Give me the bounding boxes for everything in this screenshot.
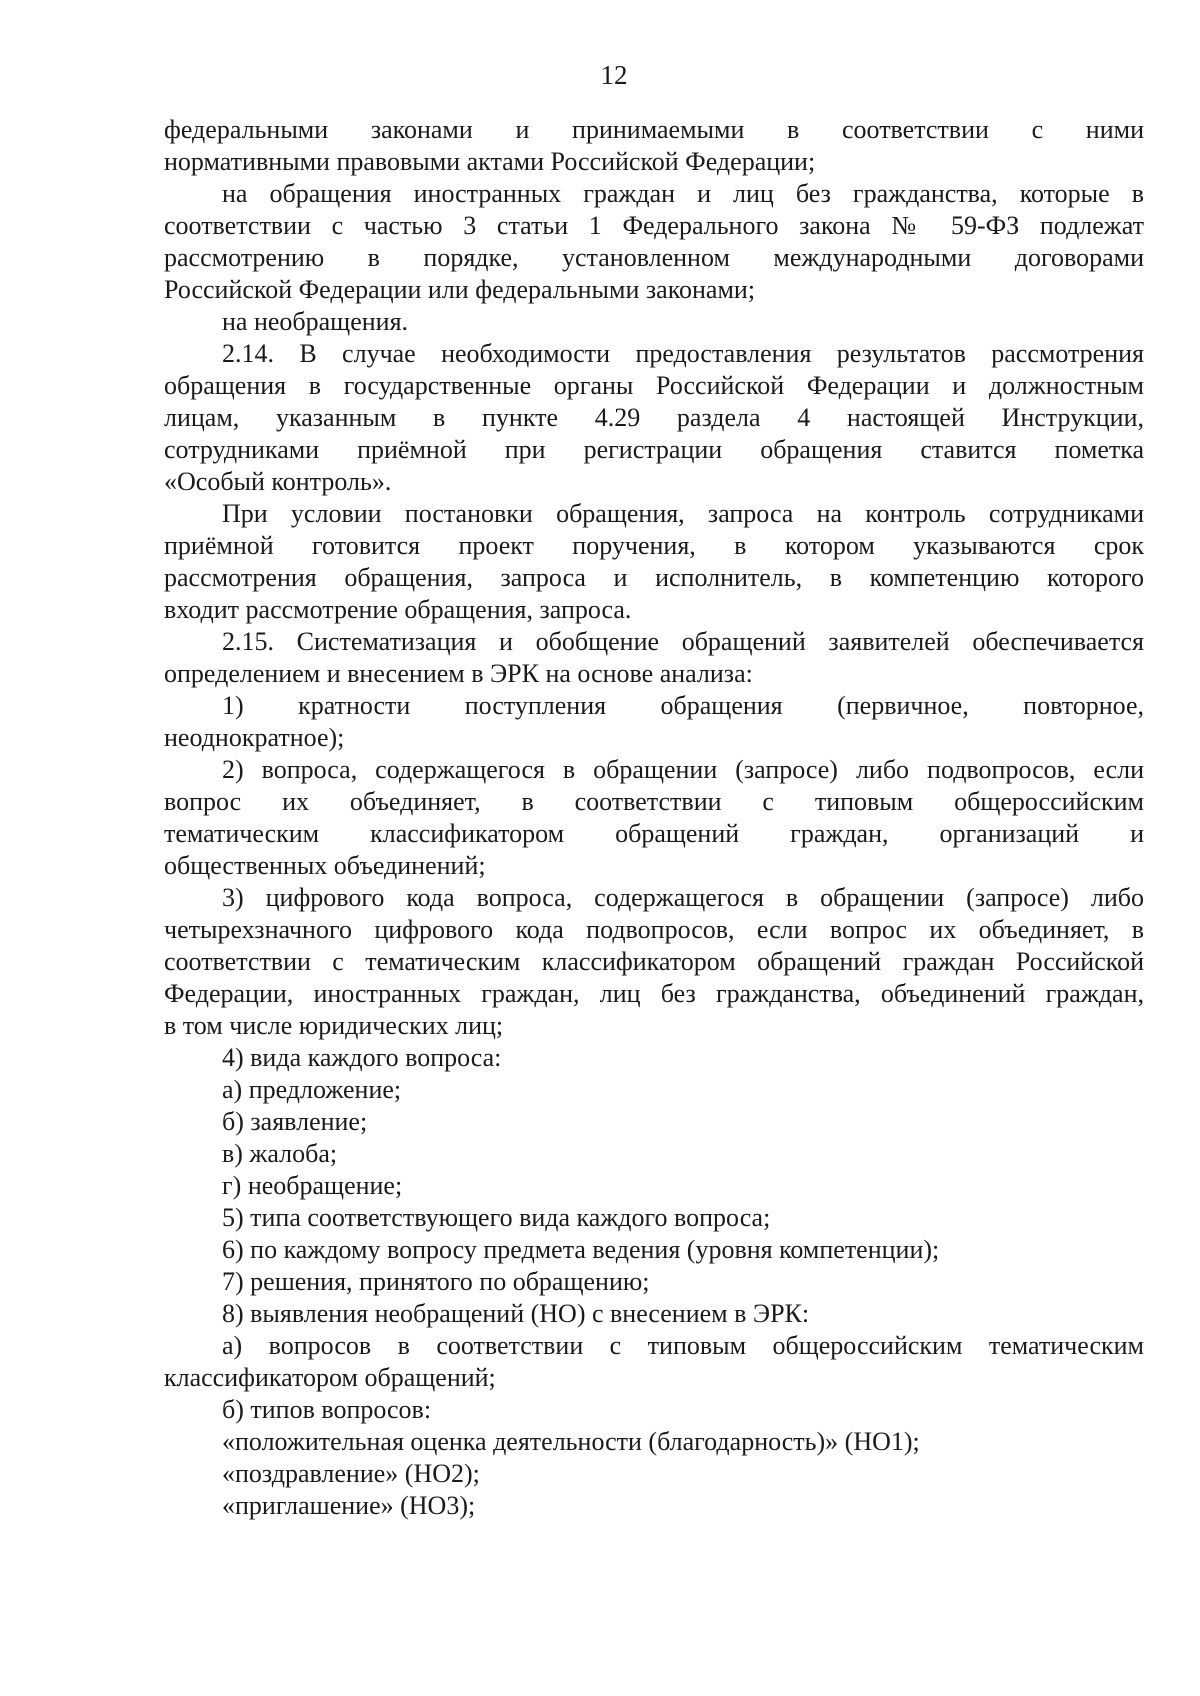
page-number: 12 bbox=[600, 60, 628, 90]
text-line: «положительная оценка деятельности (благодарность)» (НО1); bbox=[222, 1427, 920, 1456]
text-line: 4) вида каждого вопроса: bbox=[222, 1043, 502, 1072]
text-line: «приглашение» (НО3); bbox=[222, 1491, 476, 1520]
text-line: приёмной готовится проект поручения, в котором указываются срок bbox=[164, 531, 1144, 560]
text-line: Российской Федерации или федеральными законами; bbox=[164, 275, 756, 304]
text-line: рассмотрению в порядке, установленном международными договорами bbox=[164, 243, 1144, 272]
text-line: 1) кратности поступления обращения (первичное, повторное, bbox=[222, 691, 1144, 720]
text-line: 2) вопроса, содержащегося в обращении (запросе) либо подвопросов, если bbox=[222, 755, 1144, 784]
text-line: определением и внесением в ЭРК на основе анализа: bbox=[164, 659, 753, 688]
text-line: «Особый контроль». bbox=[164, 467, 392, 496]
text-line: на обращения иностранных граждан и лиц без гражданства, которые в bbox=[222, 179, 1144, 208]
text-line: Федерации, иностранных граждан, лиц без гражданства, объединений граждан, bbox=[164, 979, 1144, 1008]
text-line: 8) выявления необращений (НО) с внесением в ЭРК: bbox=[222, 1299, 810, 1328]
text-line: обращения в государственные органы Российской Федерации и должностным bbox=[164, 371, 1144, 400]
text-line: 7) решения, принятого по обращению; bbox=[222, 1267, 650, 1296]
text-line: 3) цифрового кода вопроса, содержащегося в обращении (запросе) либо bbox=[222, 883, 1144, 912]
text-line: а) вопросов в соответствии с типовым общероссийским тематическим bbox=[222, 1331, 1144, 1360]
text-line: 2.15. Систематизация и обобщение обращений заявителей обеспечивается bbox=[222, 627, 1144, 656]
text-line: 6) по каждому вопросу предмета ведения (уровня компетенции); bbox=[222, 1235, 940, 1264]
text-line: неоднократное); bbox=[164, 723, 345, 752]
text-line: 2.14. В случае необходимости предоставления результатов рассмотрения bbox=[222, 339, 1144, 368]
text-line: сотрудниками приёмной при регистрации обращения ставится пометка bbox=[164, 435, 1144, 464]
document-body bbox=[164, 114, 1144, 1522]
text-line: в) жалоба; bbox=[222, 1139, 338, 1168]
text-line: в том числе юридических лиц; bbox=[164, 1011, 504, 1040]
text-line: При условии постановки обращения, запроса на контроль сотрудниками bbox=[222, 499, 1144, 528]
text-line: нормативными правовыми актами Российской Федерации; bbox=[164, 147, 816, 176]
text-line: вопрос их объединяет, в соответствии с типовым общероссийским bbox=[164, 787, 1144, 816]
text-line: 5) типа соответствующего вида каждого вопроса; bbox=[222, 1203, 771, 1232]
text-line: четырехзначного цифрового кода подвопросов, если вопрос их объединяет, в bbox=[164, 915, 1144, 944]
text-line: федеральными законами и принимаемыми в соответствии с ними bbox=[164, 115, 1144, 144]
text-line: лицам, указанным в пункте 4.29 раздела 4 настоящей Инструкции, bbox=[164, 403, 1144, 432]
text-line: б) заявление; bbox=[222, 1107, 368, 1136]
text-line: г) необращение; bbox=[222, 1171, 403, 1200]
text-line: соответствии с частью 3 статьи 1 Федерального закона № 59-ФЗ подлежат bbox=[164, 211, 1144, 240]
text-line: тематическим классификатором обращений граждан, организаций и bbox=[164, 819, 1144, 848]
text-line: входит рассмотрение обращения, запроса. bbox=[164, 595, 632, 624]
text-line: на необращения. bbox=[222, 307, 409, 336]
text-line: а) предложение; bbox=[222, 1075, 402, 1104]
text-line: соответствии с тематическим классификатором обращений граждан Российской bbox=[164, 947, 1144, 976]
text-line: б) типов вопросов: bbox=[222, 1395, 432, 1424]
text-line: общественных объединений; bbox=[164, 851, 486, 880]
text-line: классификатором обращений; bbox=[164, 1363, 496, 1392]
text-line: рассмотрения обращения, запроса и исполнитель, в компетенцию которого bbox=[164, 563, 1144, 592]
text-line: «поздравление» (НО2); bbox=[222, 1459, 480, 1488]
